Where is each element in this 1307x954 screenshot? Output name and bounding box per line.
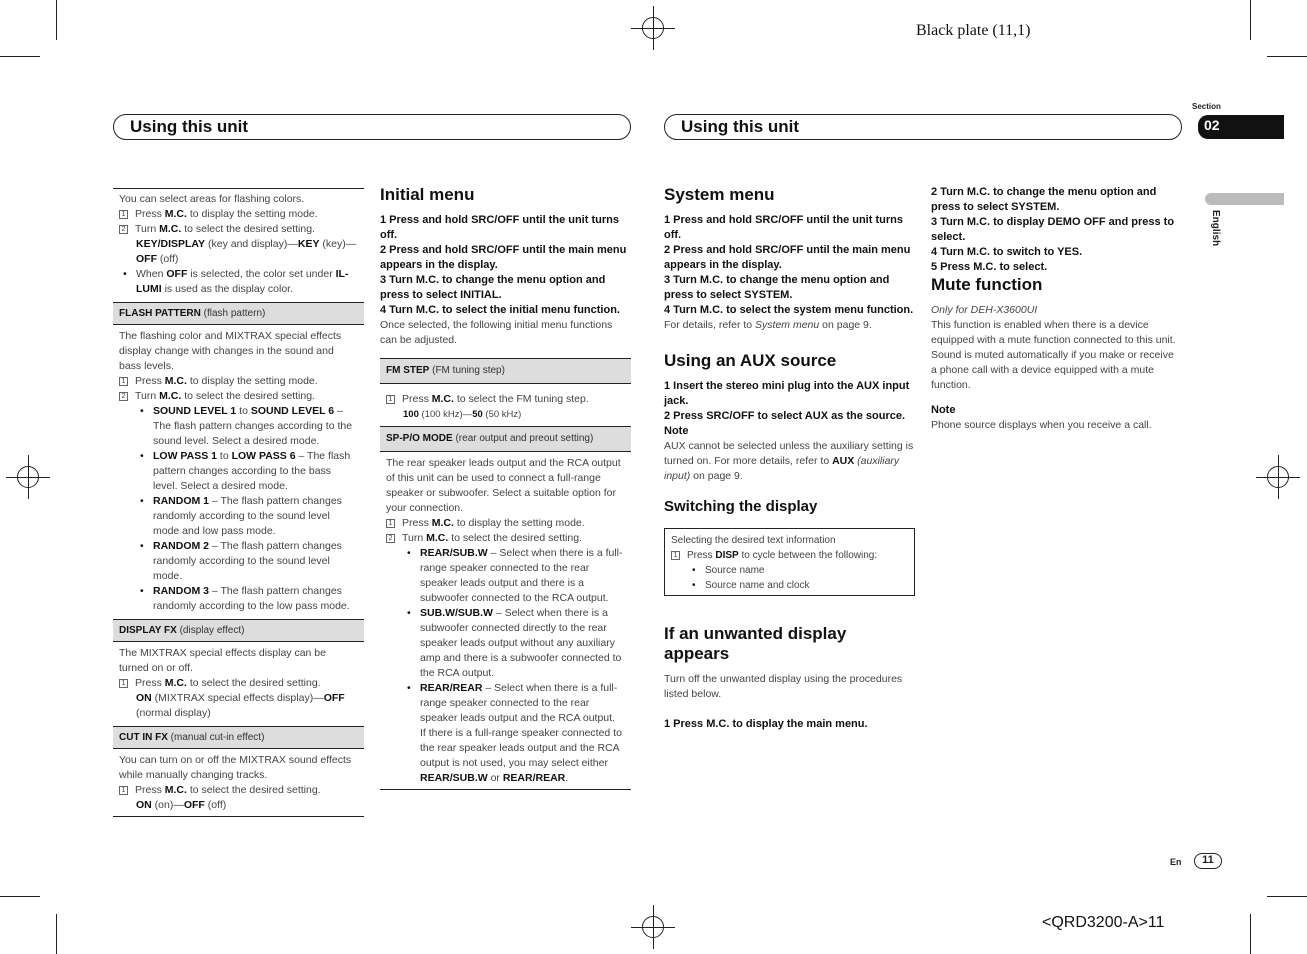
crop-mark <box>0 896 40 897</box>
header-left: Using this unit <box>113 114 631 140</box>
display-fx-bar: DISPLAY FX (display effect) <box>113 619 364 642</box>
column-4: 2 Turn M.C. to change the menu option and press to select SYSTEM. 3 Turn M.C. to display DEMO OFF and press to select. 4 Turn M.C. to switch to YES. 5 Press M.C. to select. Mute function Only for DEH-X3600UI This function is enabled when there is a device equipped with a mute function connected to this unit. Sound is muted automatically if you make or receive a phone call with a device equipped with a mute function. Note Phone source displays when you receive a call. <box>931 185 1182 433</box>
unwanted-display-title: If an unwanted display appears <box>664 624 847 663</box>
column-3: System menu 1 Press and hold SRC/OFF until the unit turns off. 2 Press and hold SRC/OFF until the main menu appears in the display. 3 Turn M.C. to change the menu option and press to select SYSTEM. 4 Turn M.C. to select the system menu function. For details, refer to System menu on page 9. Using an AUX source 1 Insert the stereo mini plug into the AUX input jack. 2 Press SRC/OFF to select AUX as the source. Note AUX cannot be selected unless the auxiliary setting is turned on. For more details, refer to AUX (auxiliary input) on page 9. Switching the display Selecting the desired text information 1 Press DISP to cycle between the following: • Source name • Source name and clock If an unwanted display appears Turn off the unwanted display using the procedures listed below. 1 Press M.C. to display the main menu. <box>664 185 915 732</box>
fm-step-bar: FM STEP (FM tuning step) <box>380 358 631 384</box>
plate-label: Black plate (11,1) <box>916 22 1031 39</box>
initial-menu-title: Initial menu <box>380 185 475 204</box>
flash-intro: You can select areas for flashing colors. <box>119 193 305 205</box>
language-label: English <box>1210 210 1221 247</box>
page-language: En <box>1170 857 1182 867</box>
crop-mark <box>1250 0 1251 40</box>
section-number: 02 <box>1198 115 1284 139</box>
registration-mark <box>17 466 39 488</box>
column-1: You can select areas for flashing colors. 1 Press M.C. to display the setting mode. 2 Turn M.C. to select the desired setting. KEY/DISPLAY (key and display)—KEY (key)—OFF (off) • When OFF is selected, the color set under IL-LUMI is used as the display color. FLASH PATTERN (flash pattern) The flashing color and MIXTRAX special effects display change with changes in the sound and bass levels. 1 Press M.C. to display the setting mode. 2 Turn M.C. to select the desired setting. • SOUND LEVEL 1 to SOUND LEVEL 6 – The flash pattern changes according to the sound level. Select a desired mode. • LOW PASS 1 to LOW PASS 6 – The flash pattern changes according to the bass level. Select a desired mode. • RANDOM 1 – The flash pattern changes randomly according to the sound level mode and low pass mode. • RANDOM 2 – The flash pattern changes randomly according to the sound level mode. • RANDOM 3 – The flash pattern changes randomly according to the low pass mode. DISPLAY FX (display effect) The MIXTRAX special effects display can be turned on or off. 1 Press M.C. to select the desired setting. ON (MIXTRAX special effects display)—OFF (normal display) CUT IN FX (manual cut-in effect) You can turn on or off the MIXTRAX sound effects while manually changing tracks. 1 Press M.C. to select the desired setting. ON (on)—OFF (off) <box>113 188 364 817</box>
crop-mark <box>1267 896 1307 897</box>
language-tab <box>1205 193 1284 205</box>
registration-mark <box>642 17 664 39</box>
page-number: 11 <box>1194 853 1222 869</box>
crop-mark <box>56 0 57 40</box>
crop-mark <box>0 56 40 57</box>
column-2: Initial menu 1 Press and hold SRC/OFF until the unit turns off. 2 Press and hold SRC/OFF until the main menu appears in the display. 3 Turn M.C. to change the menu option and press to select INITIAL. 4 Turn M.C. to select the initial menu function. Once selected, the following initial menu functions can be adjusted. FM STEP (FM tuning step) 1 Press M.C. to select the FM tuning step. 100 (100 kHz)—50 (50 kHz) SP-P/O MODE (rear output and preout setting) The rear speaker leads output and the RCA output of this unit can be used to connect a full-range speaker or subwoofer. Select a suitable option for your connection. 1 Press M.C. to display the setting mode. 2 Turn M.C. to select the desired setting. • REAR/SUB.W – Select when there is a full-range speaker connected to the rear speaker leads output and there is a subwoofer connected to the RCA output. • SUB.W/SUB.W – Select when there is a subwoofer connected directly to the rear speaker leads output without any auxiliary amp and there is a subwoofer connected to the RCA output. • REAR/REAR – Select when there is a full-range speaker connected to the rear speaker leads output and the RCA output. If there is a full-range speaker connected to the rear speaker leads output and the RCA output is not used, you may select either REAR/SUB.W or REAR/REAR. <box>380 185 631 790</box>
crop-mark <box>1267 56 1307 57</box>
registration-mark <box>642 916 664 938</box>
header-right: Using this unit <box>664 114 1182 140</box>
aux-title: Using an AUX source <box>664 351 837 370</box>
crop-mark <box>56 914 57 954</box>
sp-po-mode-bar: SP-P/O MODE (rear output and preout setting) <box>380 426 631 452</box>
doc-code: <QRD3200-A>11 <box>1042 914 1165 931</box>
section-label: Section <box>1192 102 1221 111</box>
switching-display-box: Selecting the desired text information 1 Press DISP to cycle between the following: • Source name • Source name and clock <box>664 528 915 596</box>
crop-mark <box>1250 914 1251 954</box>
mute-function-title: Mute function <box>931 275 1043 294</box>
cut-in-fx-bar: CUT IN FX (manual cut-in effect) <box>113 726 364 749</box>
switching-display-title: Switching the display <box>664 498 818 515</box>
registration-mark <box>1267 466 1289 488</box>
system-menu-title: System menu <box>664 185 775 204</box>
flash-pattern-bar: FLASH PATTERN (flash pattern) <box>113 302 364 325</box>
